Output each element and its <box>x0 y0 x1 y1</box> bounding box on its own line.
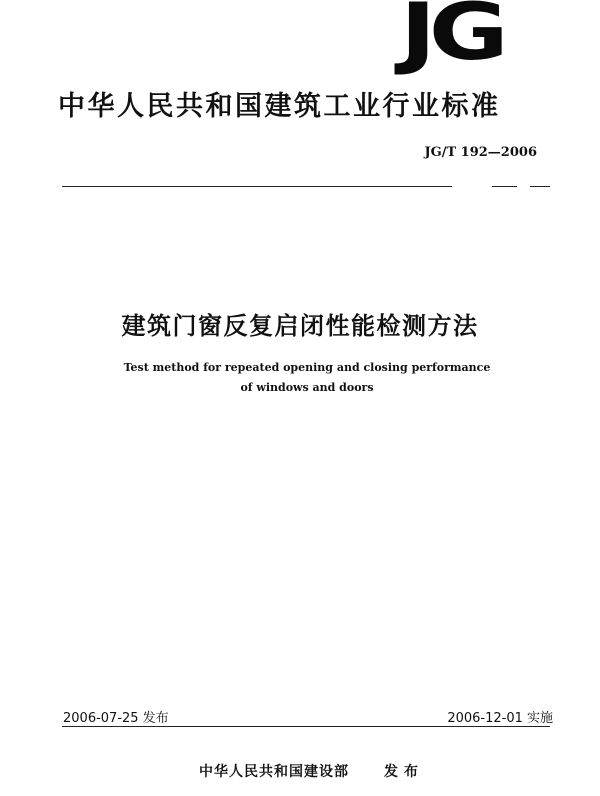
issue-date: 2006-07-25 发布 <box>63 711 169 726</box>
footer-rule <box>62 726 550 727</box>
document-title-english-line2: of windows and doors <box>240 381 374 394</box>
header-rule-segment <box>492 186 517 187</box>
publisher-name: 中华人民共和国建设部 <box>199 764 349 780</box>
standard-code: JG/T 192—2006 <box>424 145 537 160</box>
industry-standard-title: 中华人民共和国建筑工业行业标准 <box>58 91 501 122</box>
document-title-english-line1: Test method for repeated opening and closing performance <box>123 361 491 374</box>
document-title-chinese: 建筑门窗反复启闭性能检测方法 <box>121 312 479 340</box>
jg-logo: JG <box>400 0 502 78</box>
header-rule <box>62 186 452 187</box>
implementation-date: 2006-12-01 实施 <box>447 711 553 726</box>
header-rule-segment <box>530 186 550 187</box>
publish-label: 发布 <box>384 764 424 780</box>
